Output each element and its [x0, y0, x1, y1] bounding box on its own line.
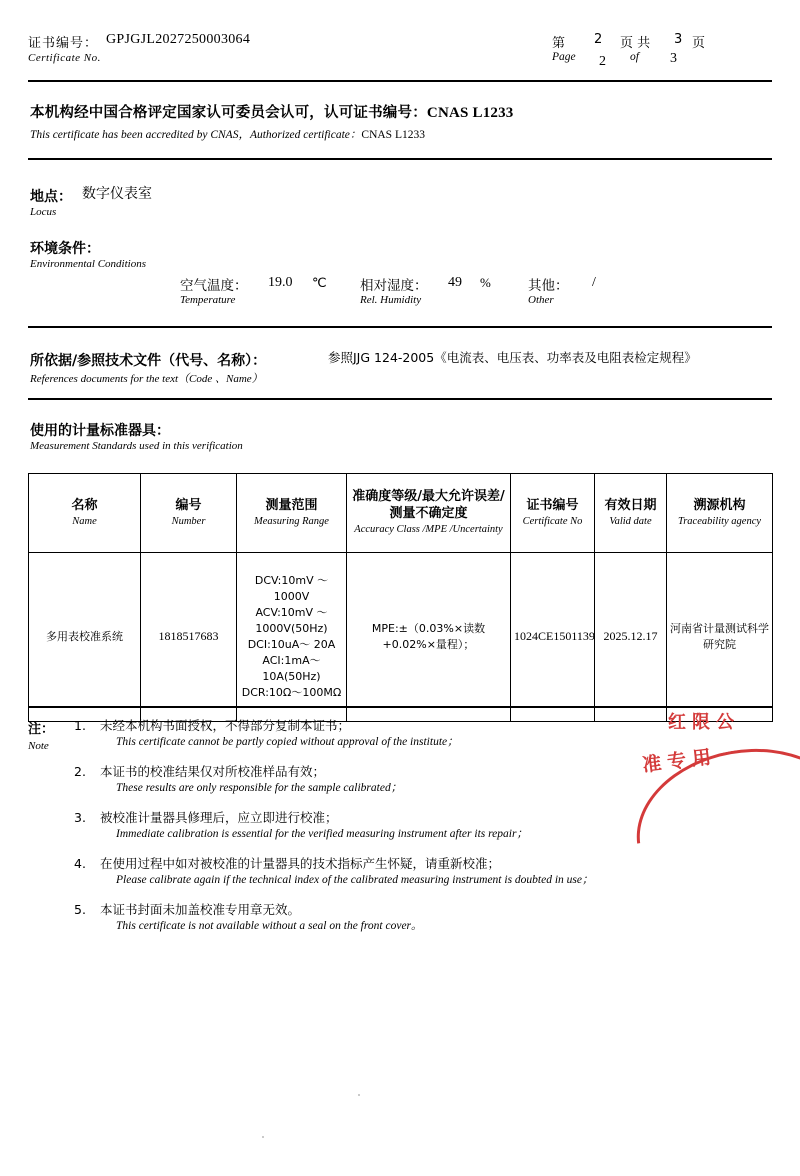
environment-humidity-label	[360, 274, 428, 306]
note-item	[74, 810, 764, 842]
accreditation-text-cn	[30, 101, 514, 122]
notes-label-cn: 注：	[28, 722, 55, 737]
note-item	[74, 764, 764, 796]
note-text-cn: 在使用过程中如对被校准的计量器具的技术指标产生怀疑，请重新校准；	[100, 856, 501, 871]
references-value: 参照JJG 124-2005《电流表、电压表、功率表及电阻表检定规程》	[328, 350, 697, 365]
certificate-number-block	[28, 32, 251, 64]
certificate-number-label-en: Certificate No.	[28, 52, 101, 64]
column-header-name-cn: 名称	[71, 497, 98, 513]
divider-environment	[28, 326, 772, 328]
note-text-en: This certificate is not available without a seal on the front cover。	[116, 920, 423, 933]
page-label-cn-1: 第	[552, 36, 566, 51]
divider-accreditation	[28, 158, 772, 160]
note-number: 3.	[74, 810, 86, 825]
divider-table-bottom	[28, 706, 772, 708]
accreditation-code-en: CNAS L1233	[361, 129, 425, 141]
column-header-range-en: Measuring Range	[254, 515, 329, 527]
environment-other-label-cn: 其他：	[528, 278, 569, 294]
note-text-en: Please calibrate again if the technical index of the calibrated measuring instrument is doubted in use；	[116, 874, 594, 887]
column-header-agency	[667, 474, 773, 553]
column-header-valid-date	[595, 474, 667, 553]
environment-temperature-label-cn: 空气温度：	[180, 278, 248, 294]
column-header-agency-cn: 溯源机构	[693, 497, 746, 513]
notes-label	[28, 718, 74, 752]
environment-other-label	[528, 274, 569, 306]
note-number: 5.	[74, 902, 86, 917]
environment-humidity-label-cn: 相对湿度：	[360, 278, 428, 294]
locus-label-en: Locus	[30, 206, 57, 218]
accreditation-code-cn: CNAS L1233	[426, 105, 514, 121]
column-header-number-cn: 编号	[175, 497, 202, 513]
note-number: 1.	[74, 718, 86, 733]
note-item	[74, 856, 764, 888]
seal-text-line-2: 准专用	[641, 745, 719, 777]
cell-accuracy: MPE:±（0.03%×读数+0.02%×量程）；	[347, 553, 511, 722]
standards-title-cn: 使用的计量标准器具：	[30, 423, 170, 439]
range-line: DCR:10Ω～100MΩ	[241, 685, 342, 699]
column-header-number-en: Number	[171, 515, 206, 527]
locus-label-cn: 地点：	[30, 189, 72, 205]
column-header-accuracy-en: Accuracy Class /MPE /Uncertainty	[354, 523, 503, 535]
page-number-block	[552, 32, 772, 74]
note-text-cn: 本证书封面未加盖校准专用章无效。	[100, 902, 301, 917]
note-text-cn: 本证书的校准结果仅对所校准样品有效；	[100, 764, 326, 779]
accreditation-prefix-en: This certificate has been accredited by CNAS，Authorized certificate：	[30, 129, 362, 141]
note-number: 2.	[74, 764, 86, 779]
note-text-en: This certificate cannot be partly copied without approval of the institute；	[116, 736, 459, 749]
seal-text-line-1: 红限公	[668, 712, 740, 733]
column-header-valid-date-cn: 有效日期	[604, 497, 657, 513]
locus-value: 数字仪表室	[82, 186, 152, 202]
environment-humidity-value: 49	[448, 275, 462, 290]
environment-temperature-value: 19.0	[268, 275, 293, 290]
page-current-cn: 2	[594, 32, 603, 47]
environment-other-label-en: Other	[528, 294, 554, 306]
environment-label-en: Environmental Conditions	[30, 258, 147, 270]
environment-label-cn: 环境条件：	[30, 241, 100, 257]
scan-artifact-dot	[262, 1136, 264, 1138]
table-header-row	[29, 474, 773, 553]
divider-references	[28, 398, 772, 400]
note-text-cn: 被校准计量器具修理后，应立即进行校准；	[100, 810, 338, 825]
column-header-range-cn: 测量范围	[265, 497, 318, 513]
table-row	[29, 553, 773, 722]
range-line: ACV:10mV ～	[255, 606, 328, 620]
page-of-en: of	[630, 51, 639, 63]
range-line: DCV:10mV ～	[254, 574, 329, 588]
note-text-en: Immediate calibration is essential for the verified measuring instrument after its repair；	[116, 828, 528, 841]
environment-label	[30, 238, 146, 270]
standards-table	[28, 473, 773, 722]
references-label	[30, 350, 266, 386]
column-header-certificate-no	[511, 474, 595, 553]
environment-humidity-unit: %	[480, 275, 491, 290]
cell-range	[237, 553, 347, 722]
range-line: 10A(50Hz)	[262, 669, 321, 683]
divider-top	[28, 80, 772, 82]
accreditation-prefix-cn: 本机构经中国合格评定国家认可委员会认可，认可证书编号：	[30, 105, 427, 121]
notes-label-en: Note	[28, 740, 49, 752]
environment-temperature-label-en: Temperature	[180, 294, 236, 306]
page-total-cn: 3	[674, 32, 683, 47]
environment-humidity-label-en: Rel. Humidity	[360, 294, 422, 306]
scan-artifact-dot	[358, 1094, 360, 1096]
references-label-en: References documents for the text（Code 、Name）	[30, 373, 263, 385]
column-header-range	[237, 474, 347, 553]
page-header	[28, 32, 772, 74]
references-label-cn: 所依据/参照技术文件（代号、名称）：	[30, 353, 267, 369]
range-line: 1000V(50Hz)	[255, 622, 328, 636]
note-number: 4.	[74, 856, 86, 871]
column-header-name	[29, 474, 141, 553]
note-text-cn: 未经本机构书面授权，不得部分复制本证书；	[100, 718, 351, 733]
accreditation-text-en	[30, 126, 425, 142]
standards-title	[30, 420, 243, 452]
column-header-number	[141, 474, 237, 553]
range-line: ACI:1mA～	[262, 653, 321, 667]
cell-agency: 河南省计量测试科学研究院	[667, 553, 773, 722]
range-line: DCI:10uA～ 20A	[247, 638, 336, 651]
standards-title-en: Measurement Standards used in this verification	[30, 440, 243, 452]
page-label-cn-2: 页 共	[620, 36, 651, 51]
cell-number: 1818517683	[141, 553, 237, 722]
environment-temperature-label	[180, 274, 248, 306]
locus-label	[30, 186, 72, 218]
cell-certificate-no: 1024CE1501139	[511, 553, 595, 722]
note-text-en: These results are only responsible for the sample calibrated；	[116, 782, 403, 795]
page-total-en: 3	[670, 51, 677, 66]
certificate-number-value: GPJGJL2027250003064	[106, 32, 251, 47]
column-header-certificate-no-cn: 证书编号	[526, 497, 579, 513]
environment-temperature-unit: ℃	[312, 275, 327, 290]
column-header-accuracy-cn: 准确度等级/最大允许误差/测量不确定度	[352, 489, 505, 521]
page-current-en: 2	[599, 54, 606, 69]
column-header-agency-en: Traceability agency	[677, 515, 762, 527]
cell-name: 多用表校准系统	[29, 553, 141, 722]
page-label-en: Page	[552, 51, 576, 63]
environment-values-row	[180, 274, 740, 306]
column-header-name-en: Name	[72, 515, 97, 527]
column-header-accuracy	[347, 474, 511, 553]
note-item	[74, 718, 764, 750]
environment-other-value: /	[592, 275, 596, 290]
note-item	[74, 902, 764, 934]
column-header-valid-date-en: Valid date	[609, 515, 652, 527]
page-label-cn-3: 页	[692, 36, 706, 51]
range-line: 1000V	[273, 590, 310, 604]
cell-valid-date: 2025.12.17	[595, 553, 667, 722]
column-header-certificate-no-en: Certificate No	[522, 515, 583, 527]
certificate-number-label-cn: 证书编号：	[28, 36, 99, 51]
